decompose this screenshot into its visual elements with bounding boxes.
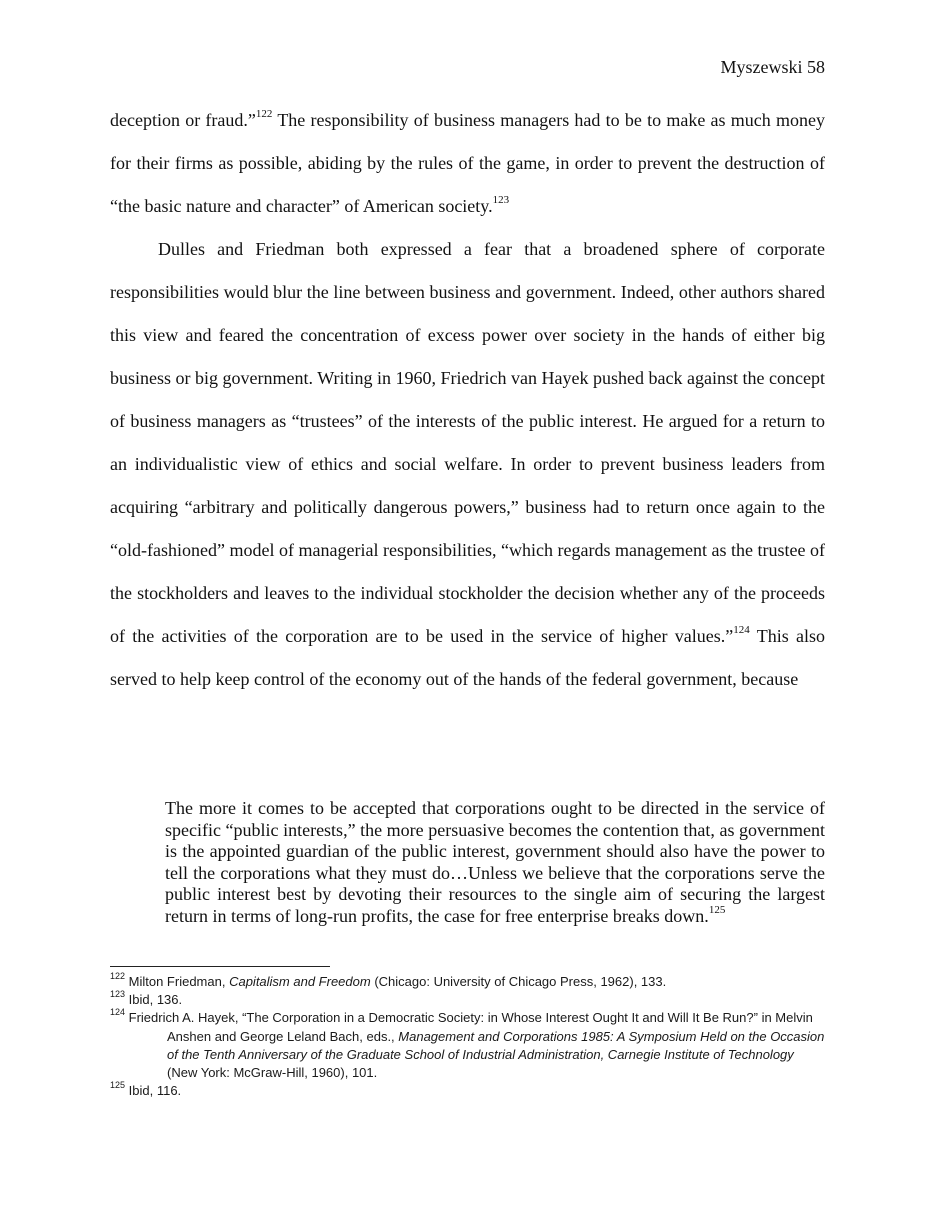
footnote-124 xyxy=(110,1009,825,1082)
footnote-text-post: (New York: McGraw-Hill, 1960), 101. xyxy=(167,1065,378,1081)
footnote-text: Milton Friedman, xyxy=(125,974,230,989)
footnote-title: Capitalism and Freedom xyxy=(229,974,371,989)
footnote-text: Friedrich A. Hayek, “The Corporation in a Democratic Society: in Whose Interest Ought It and Will It Be Run?” in Melvin Anshen and George Leland Bach, eds., xyxy=(125,1010,813,1044)
block-quote-text: The more it comes to be accepted that corporations ought to be directed in the service of specific “public interests,” the more persuasive becomes the contention that, as government is the appointed guardian of the public interest, government should also have the power to tell the corporations what they must do…Unless we believe that the corporations serve the public interest best by devoting their resources to the single aim of securing the largest return in terms of long-run profits, the case for free enterprise breaks down. xyxy=(165,798,825,926)
paragraph-1-text-b: The responsibility of business managers had to be to make as much money for their firms as possible, abiding by the rules of the game, in order to prevent the destruction of “the basic nature and character” of American society. xyxy=(110,110,825,216)
footnote-ref-125[interactable]: 125 xyxy=(708,903,726,916)
footnote-123 xyxy=(110,988,825,1009)
footnote-number: 124 xyxy=(110,1007,126,1018)
block-quote xyxy=(165,798,825,928)
paragraph-1-text-a: deception or fraud.” xyxy=(110,110,256,130)
paragraph-1 xyxy=(110,99,825,228)
footnote-ref-124[interactable]: 124 xyxy=(733,624,750,636)
footnote-number: 122 xyxy=(110,970,126,981)
paragraph-2-text-a: Dulles and Friedman both expressed a fear that a broadened sphere of corporate responsibilities would blur the line between business and government. Indeed, other authors shared this view and feared the concentration of excess power over society in the hands of either big business or big government. Writing in 1960, Friedrich van Hayek pushed back against the concept of business managers as “trustees” of the interests of the public interest. He argued for a return to an individualistic view of ethics and social welfare. In order to prevent business leaders from acquiring “arbitrary and politically dangerous powers,” business had to return once again to the “old-fashioned” model of managerial responsibilities, “which regards management as the trustee of the stockholders and leaves to the individual stockholder the decision whether any of the proceeds of the activities of the corporation are to be used in the service of higher values.” xyxy=(110,239,825,646)
body-text xyxy=(110,99,825,701)
footnote-125 xyxy=(110,1079,825,1100)
footnotes xyxy=(110,970,825,1100)
footnote-text: Ibid, 116. xyxy=(125,1083,182,1099)
footnote-ref-122[interactable]: 122 xyxy=(255,108,273,120)
footnote-text: Ibid, 136. xyxy=(125,992,183,1008)
footnote-ref-123[interactable]: 123 xyxy=(492,194,510,206)
paragraph-2 xyxy=(110,228,825,701)
footnote-number: 123 xyxy=(110,988,126,999)
paragraph-2-text-b: This also served to help keep control of the economy out of the hands of the federal government, because xyxy=(110,626,826,689)
footnote-title: Management and Corporations 1985: A Symposium Held on the Occasion of the Tenth Anniversary of the Graduate School of Industrial Administration, Carnegie Institute of Technology xyxy=(167,1028,825,1062)
footnote-text-post: (Chicago: University of Chicago Press, 1962), 133. xyxy=(370,974,667,989)
footnote-122 xyxy=(110,970,825,991)
footnote-number: 125 xyxy=(110,1079,126,1090)
footnote-separator xyxy=(110,966,330,967)
running-header: Myszewski 58 xyxy=(720,57,825,77)
